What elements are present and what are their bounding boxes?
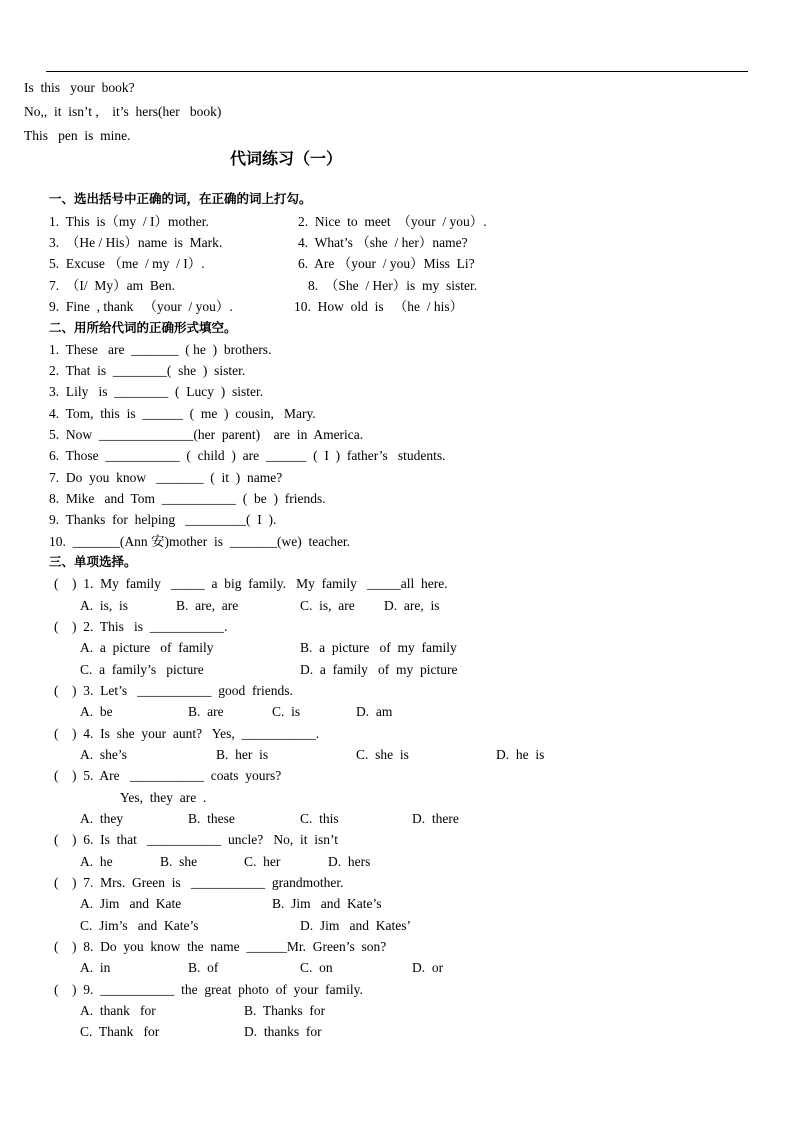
answer-option: C. is, are	[300, 598, 355, 613]
answer-option: A. a picture of family	[80, 640, 214, 655]
section-1-item: 6. Are （your / you）Miss Li?	[298, 256, 475, 271]
answer-option: D. hers	[328, 854, 371, 869]
section-1-item: 2. Nice to meet （your / you）.	[298, 214, 487, 229]
answer-option: D. am	[356, 704, 393, 719]
section-2-heading: 二、用所给代词的正确形式填空。	[49, 320, 237, 335]
question-stem: ( ) 1. My family _____ a big family. My family _____all here.	[54, 576, 448, 591]
section-1-item: 8. （She / Her）is my sister.	[308, 278, 478, 293]
page-title: 代词练习（一）	[230, 149, 343, 168]
question-stem: ( ) 2. This is ___________.	[54, 619, 228, 634]
answer-option: C. a family’s picture	[80, 662, 204, 677]
question-stem: ( ) 4. Is she your aunt? Yes, ___________.	[54, 726, 320, 741]
section-2-item: 5. Now ______________(her parent) are in America.	[49, 427, 364, 442]
answer-option: D. there	[412, 811, 459, 826]
answer-option: A. is, is	[80, 598, 129, 613]
question-stem: ( ) 5. Are ___________ coats yours?	[54, 768, 282, 783]
question-stem: ( ) 9. ___________ the great photo of your family.	[54, 982, 363, 997]
answer-option: B. of	[188, 960, 219, 975]
section-3-heading: 三、单项选择。	[49, 554, 137, 569]
answer-option: C. Jim’s and Kate’s	[80, 918, 199, 933]
answer-option: C. is	[272, 704, 301, 719]
answer-option: A. they	[80, 811, 124, 826]
answer-option: D. are, is	[384, 598, 440, 613]
section-2-item: 6. Those ___________ ( child ) are ______ ( I ) father’s students.	[49, 448, 446, 463]
header-rule	[46, 71, 748, 72]
section-1-heading: 一、选出括号中正确的词，在正确的词上打勾。	[49, 191, 312, 206]
answer-option: C. on	[300, 960, 333, 975]
section-2-item: 4. Tom, this is ______ ( me ) cousin, Mary.	[49, 406, 316, 421]
answer-option: C. her	[244, 854, 281, 869]
section-1-item: 3. （He / His）name is Mark.	[49, 235, 223, 250]
answer-option: B. her is	[216, 747, 269, 762]
section-2-item: 1. These are _______ ( he ) brothers.	[49, 342, 272, 357]
section-2-item: 7. Do you know _______ ( it ) name?	[49, 470, 283, 485]
answer-option: B. she	[160, 854, 198, 869]
answer-option: A. be	[80, 704, 113, 719]
header-line-1: Is this your book?	[24, 80, 135, 95]
section-2-item: 10. _______(Ann 安)mother is _______(we) teacher.	[49, 534, 351, 549]
question-stem: ( ) 3. Let’s ___________ good friends.	[54, 683, 293, 698]
section-2-item: 3. Lily is ________ ( Lucy ) sister.	[49, 384, 264, 399]
answer-option: D. a family of my picture	[300, 662, 458, 677]
answer-option: A. she’s	[80, 747, 127, 762]
answer-option: C. she is	[356, 747, 409, 762]
answer-option: B. a picture of my family	[300, 640, 457, 655]
answer-option: C. Thank for	[80, 1024, 160, 1039]
question-stem: ( ) 7. Mrs. Green is ___________ grandmother.	[54, 875, 344, 890]
section-2-item: 9. Thanks for helping _________( I ).	[49, 512, 277, 527]
header-line-2: No,, it isn’t , it’s hers(her book)	[24, 104, 222, 119]
section-1-item: 4. What’s （she / her）name?	[298, 235, 468, 250]
answer-option: D. Jim and Kates’	[300, 918, 411, 933]
answer-option: B. are, are	[176, 598, 239, 613]
question-stem: ( ) 8. Do you know the name ______Mr. Green’s son?	[54, 939, 387, 954]
answer-option: D. he is	[496, 747, 545, 762]
section-1-item: 1. This is（my / I）mother.	[49, 214, 209, 229]
answer-option: B. these	[188, 811, 235, 826]
section-2-item: 2. That is ________( she ) sister.	[49, 363, 246, 378]
section-1-item: 10. How old is （he / his）	[294, 299, 464, 314]
answer-option: A. in	[80, 960, 111, 975]
question-response: Yes, they are .	[120, 790, 207, 805]
answer-option: A. thank for	[80, 1003, 156, 1018]
answer-option: D. or	[412, 960, 444, 975]
answer-option: A. Jim and Kate	[80, 896, 182, 911]
answer-option: A. he	[80, 854, 113, 869]
answer-option: B. Jim and Kate’s	[272, 896, 382, 911]
answer-option: B. Thanks for	[244, 1003, 326, 1018]
answer-option: D. thanks for	[244, 1024, 322, 1039]
section-1-item: 9. Fine , thank （your / you）.	[49, 299, 233, 314]
header-line-3: This pen is mine.	[24, 128, 131, 143]
section-1-item: 5. Excuse （me / my / I）.	[49, 256, 205, 271]
question-stem: ( ) 6. Is that ___________ uncle? No, it isn’t	[54, 832, 338, 847]
section-2-item: 8. Mike and Tom ___________ ( be ) friends.	[49, 491, 326, 506]
section-1-item: 7. （I/ My）am Ben.	[49, 278, 175, 293]
answer-option: B. are	[188, 704, 224, 719]
answer-option: C. this	[300, 811, 339, 826]
